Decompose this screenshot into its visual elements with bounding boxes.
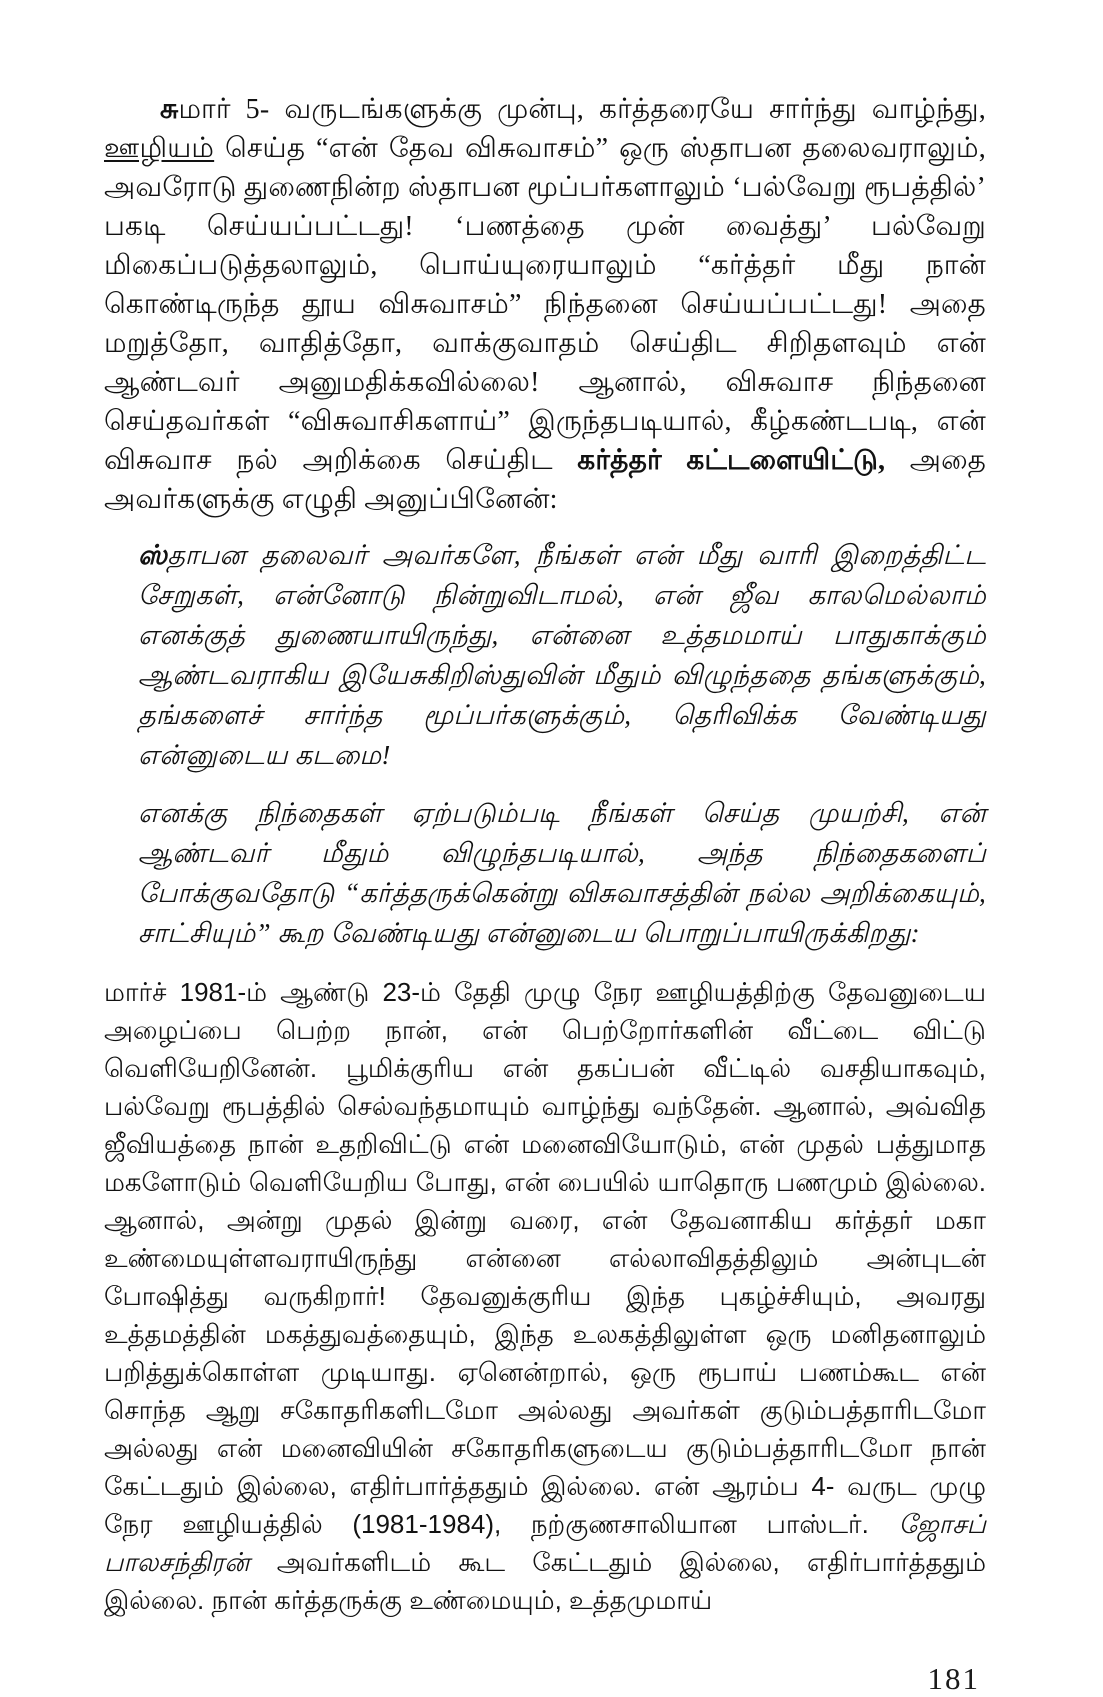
lead-text-run: செய்த “என் தேவ விசுவாசம்” ஒரு ஸ்தாபன தலைவராலும், அவரோடு துணைநின்ற ஸ்தாபன மூப்பர்களாலும் ‘பல்வேறு ரூபத்தில்’ பகடி செய்யப்பட்டது! ‘பணத்தை முன் வைத்து’ பல்வேறு மிகைப்படுத்தலாலும், பொய்யுரையாலும் “கர்த்தர் மீது நான் கொண்டிருந்த தூய விசுவாசம்” நிந்தனை செய்யப்பட்டது! அதை மறுத்தோ, வாதித்தோ, வாக்குவாதம் செய்திட சிறிதளவும் என் ஆண்டவர் அனுமதிக்கவில்லை! ஆனால், விசுவாச நிந்தனை செய்தவர்கள் “விசுவாசிகளாய்” இருந்தபடியால், கீழ்கண்டபடி, என் விசுவாச நல் அறிக்கை செய்திட [104, 133, 986, 476]
page-number: 181 [927, 1661, 980, 1696]
quote-paragraph-1 [138, 535, 986, 775]
body-text-run: அவர்களிடம் கூட கேட்டதும் இல்லை, எதிர்பார்த்ததும் இல்லை. நான் கர்த்தருக்கு உண்மையும், உத்தமுமாய் [104, 1547, 986, 1615]
lead-bold-phrase: கர்த்தர் கட்டளையிட்டு, [577, 445, 886, 476]
quote-dropcap-run: ஸ் [138, 540, 168, 570]
paragraph-body [104, 973, 986, 1619]
letter-quote-block [138, 535, 986, 953]
lead-text-run: அதை அவர்களுக்கு எழுதி அனுப்பினேன்: [104, 445, 987, 515]
lead-underlined-word: ஊழியம் [104, 133, 215, 164]
body-person-name: ஜோசப் பாலசந்திரன் [104, 1509, 986, 1577]
quote-paragraph-2 [138, 793, 986, 953]
paragraph-lead [104, 90, 986, 519]
quote-text-run: தாபன தலைவர் அவர்களே, நீங்கள் என் மீது வாரி இறைத்திட்ட சேறுகள், என்னோடு நின்றுவிடாமல், என் ஜீவ காலமெல்லாம் எனக்குத் துணையாயிருந்து, என்னை உத்தமமாய் பாதுகாக்கும் ஆண்டவராகிய இயேசுகிறிஸ்துவின் மீதும் விழுந்ததை தங்களுக்கும், தங்களைச் சார்ந்த மூப்பர்களுக்கும், தெரிவிக்க வேண்டியது என்னுடைய கடமை! [138, 540, 986, 770]
lead-dropcap-run: சு [160, 94, 179, 125]
body-text-run: மார்ச் 1981-ம் ஆண்டு 23-ம் தேதி முழு நேர ஊழியத்திற்கு தேவனுடைய அழைப்பை பெற்ற நான், என் பெற்றோர்களின் வீட்டை விட்டு வெளியேறினேன். பூமிக்குரிய என் தகப்பன் வீட்டில் வசதியாகவும், பல்வேறு ரூபத்தில் செல்வந்தமாயும் வாழ்ந்து வந்தேன். ஆனால், அவ்வித ஜீவியத்தை நான் உதறிவிட்டு என் மனைவியோடும், என் முதல் பத்துமாத மகளோடும் வெளியேறிய போது, என் பையில் யாதொரு பணமும் இல்லை. ஆனால், அன்று முதல் இன்று வரை, என் தேவனாகிய கர்த்தர் மகா உண்மையுள்ளவராயிருந்து என்னை எல்லாவிதத்திலும் அன்புடன் போஷித்து வருகிறார்! தேவனுக்குரிய இந்த புகழ்ச்சியும், அவரது உத்தமத்தின் மகத்துவத்தையும், இந்த உலகத்திலுள்ள ஒரு மனிதனாலும் பறித்துக்கொள்ள முடியாது. ஏனென்றால், ஒரு ரூபாய் பணம்கூட என் சொந்த ஆறு சகோதரிகளிடமோ அல்லது அவர்கள் குடும்பத்தாரிடமோ அல்லது என் மனைவியின் சகோதரிகளுடைய குடும்பத்தாரிடமோ நான் கேட்டதும் இல்லை, எதிர்பார்த்ததும் இல்லை. என் ஆரம்ப 4- வருட முழு நேர ஊழியத்தில் (1981-1984), நற்குணசாலியான பாஸ்டர். [104, 977, 986, 1539]
lead-text-run: மார் 5- வருடங்களுக்கு முன்பு, கர்த்தரையே சார்ந்து வாழ்ந்து, [178, 94, 986, 125]
quote-text-run: எனக்கு நிந்தைகள் ஏற்படும்படி நீங்கள் செய்த முயற்சி, என் ஆண்டவர் மீதும் விழுந்தபடியால், அந்த நிந்தைகளைப் போக்குவதோடு “கர்த்தருக்கென்று விசுவாசத்தின் நல்ல அறிக்கையும், சாட்சியும்” கூற வேண்டியது என்னுடைய பொறுப்பாயிருக்கிறது: [138, 798, 986, 948]
